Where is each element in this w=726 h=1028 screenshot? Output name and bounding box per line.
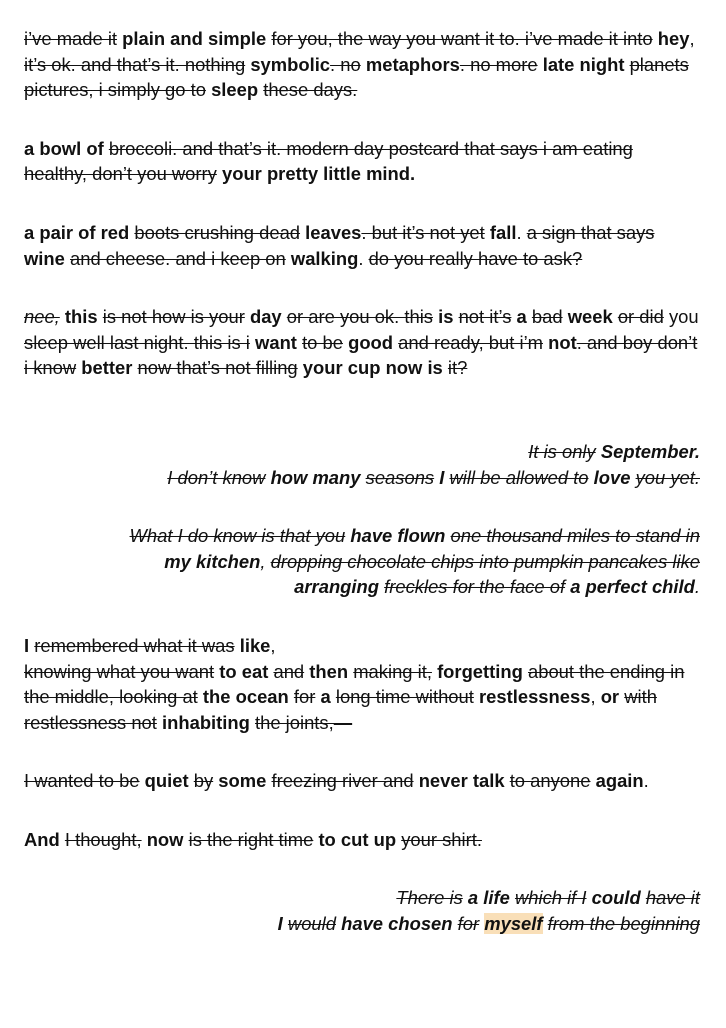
bold-text: I <box>24 634 30 656</box>
struck-text: from the beginning <box>547 913 700 935</box>
bold-text: or <box>600 686 620 708</box>
bold-text: fall <box>489 221 517 243</box>
bold-text: And <box>24 828 60 850</box>
struck-text: for you, the way you want it to. i’ve made it into <box>271 28 653 49</box>
struck-text: the joints,— <box>255 711 353 733</box>
bold-text: have chosen <box>341 913 453 935</box>
struck-text: for <box>293 686 316 708</box>
struck-text: What I do know is that you <box>129 525 346 547</box>
bold-text: sleep <box>211 79 259 101</box>
stanza-10 <box>24 885 700 936</box>
struck-text: dropping chocolate chips into pumpkin pancakes like <box>270 550 700 572</box>
bold-text: this <box>64 306 98 328</box>
bold-text: to cut up <box>318 828 397 850</box>
plain-text: . <box>358 247 369 269</box>
bold-text: again <box>595 770 644 792</box>
bold-text: hey <box>657 28 690 49</box>
bold-text: September. <box>600 440 700 462</box>
stanza-gap <box>24 271 700 304</box>
bold-text: arranging <box>294 576 379 598</box>
bold-text: a <box>516 306 527 328</box>
highlighted-text: myself <box>484 913 543 935</box>
struck-text: which if I <box>514 887 587 909</box>
struck-text: to anyone <box>509 770 591 792</box>
struck-text: with restlessness not <box>24 686 657 733</box>
bold-text: my kitchen <box>164 550 261 572</box>
bold-text: walking <box>290 247 359 269</box>
stanza-4 <box>24 304 700 381</box>
struck-text: . and boy don’t i know <box>24 331 698 379</box>
struck-text: knowing what you want <box>24 660 215 682</box>
plain-text: , <box>689 28 695 49</box>
stanza-gap <box>24 381 700 439</box>
stanza-gap <box>24 735 700 768</box>
struck-text: planets pictures, i simply go to <box>24 53 689 101</box>
bold-text: restlessness <box>479 686 591 708</box>
bold-text: good <box>348 331 394 353</box>
bold-text: love <box>593 466 631 488</box>
struck-text: broccoli. and that’s it. modern day postcard that says i am eating healthy, don’t you worry <box>24 137 633 185</box>
bold-text: never talk <box>418 770 505 792</box>
bold-text: a pair of red <box>24 221 130 243</box>
bold-text: inhabiting <box>162 711 250 733</box>
struck-text: it? <box>447 357 468 379</box>
struck-text: I don’t know <box>167 466 266 488</box>
plain-text: , <box>260 550 271 572</box>
bold-text: like <box>239 634 271 656</box>
bold-text: a bowl of <box>24 137 104 159</box>
bold-text: week <box>567 306 613 328</box>
struck-text: or did <box>617 306 664 328</box>
struck-text: . no <box>330 53 361 75</box>
struck-text: do you really have to ask? <box>368 247 583 269</box>
bold-text: leaves <box>305 221 362 243</box>
plain-text: . <box>694 576 700 598</box>
struck-text: will be allowed to <box>449 466 589 488</box>
bold-text: some <box>218 770 267 792</box>
stanza-gap <box>24 187 700 220</box>
struck-text: sleep well last night. this is i <box>24 331 250 353</box>
struck-text: I wanted to be <box>24 770 140 792</box>
plain-text: . <box>516 221 527 243</box>
struck-text: freckles for the face of <box>384 576 566 598</box>
struck-text: There is <box>396 887 463 909</box>
struck-text: and cheese. and i keep on <box>70 247 286 269</box>
struck-text: by <box>193 770 214 792</box>
struck-text: seasons <box>365 466 435 488</box>
bold-text: quiet <box>144 770 189 792</box>
struck-text: it’s ok. and that’s it. nothing <box>24 53 246 75</box>
struck-text: and ready, but i’m <box>398 331 543 353</box>
bold-text: have flown <box>350 525 446 547</box>
stanza-8 <box>24 768 700 794</box>
bold-text: wine <box>24 247 65 269</box>
bold-text: want <box>255 331 297 353</box>
struck-text: you yet. <box>635 466 700 488</box>
bold-text: metaphors <box>365 53 460 75</box>
bold-text: could <box>591 887 641 909</box>
plain-text: you <box>663 306 699 328</box>
bold-text: then <box>309 660 349 682</box>
bold-text: how many <box>270 466 361 488</box>
stanza-3 <box>24 220 700 271</box>
bold-text: now <box>146 828 184 850</box>
struck-text: about the ending in the middle, looking at <box>24 660 685 708</box>
struck-text: is not how is your <box>102 306 245 328</box>
struck-text: one thousand miles to stand in <box>450 525 700 547</box>
bold-text: symbolic <box>250 53 331 75</box>
stanza-1 <box>24 26 700 103</box>
struck-text: It is only <box>528 440 596 462</box>
struck-text: would <box>287 913 336 935</box>
stanza-gap <box>24 852 700 885</box>
bold-text: a <box>320 686 331 708</box>
struck-text: boots crushing dead <box>134 221 301 243</box>
plain-text: . <box>643 770 649 792</box>
struck-text: for <box>457 913 480 935</box>
struck-text: . but it’s not yet <box>361 221 485 243</box>
struck-text: is the right time <box>188 828 314 850</box>
struck-text: to be <box>302 331 343 353</box>
stanza-6 <box>24 523 700 600</box>
plain-text: , <box>590 686 601 708</box>
stanza-gap <box>24 794 700 827</box>
bold-text: late night <box>542 53 625 75</box>
bold-text: I <box>439 466 445 488</box>
struck-text: i’ve made it <box>24 28 118 49</box>
struck-text: remembered what it was <box>34 634 235 656</box>
bold-text: the ocean <box>202 686 289 708</box>
struck-text: making it, <box>353 660 432 682</box>
stanza-7 <box>24 633 700 735</box>
struck-text: and <box>273 660 305 682</box>
bold-text: your pretty little mind. <box>221 163 416 185</box>
poem <box>24 26 700 937</box>
bold-text: forgetting <box>437 660 523 682</box>
stanza-gap <box>24 103 700 136</box>
struck-text: a sign that says <box>526 221 655 243</box>
bold-text: is <box>438 306 454 328</box>
bold-text: a perfect child <box>570 576 695 598</box>
struck-text: these days. <box>263 79 358 101</box>
struck-text: now that’s not filling <box>137 357 298 379</box>
stanza-gap <box>24 600 700 633</box>
bold-text: I <box>277 913 283 935</box>
bold-text: not <box>548 331 577 353</box>
struck-text: nee, <box>24 306 60 328</box>
struck-text: have it <box>645 887 700 909</box>
struck-text: long time without <box>335 686 474 708</box>
stanza-2 <box>24 136 700 187</box>
bold-text: a life <box>467 887 510 909</box>
struck-text: or are you ok. this <box>286 306 433 328</box>
bold-text: plain and simple <box>122 28 267 49</box>
struck-text: . no more <box>459 53 538 75</box>
struck-text: your shirt. <box>401 828 482 850</box>
stanza-5 <box>24 439 700 490</box>
bold-text: your cup now is <box>302 357 443 379</box>
struck-text: bad <box>531 306 563 328</box>
struck-text: I thought, <box>64 828 142 850</box>
struck-text: not it’s <box>458 306 512 328</box>
bold-text: to eat <box>219 660 269 682</box>
bold-text: day <box>249 306 282 328</box>
plain-text: , <box>270 634 276 656</box>
stanza-9 <box>24 827 700 853</box>
stanza-gap <box>24 490 700 523</box>
struck-text: freezing river and <box>271 770 414 792</box>
bold-text: better <box>81 357 133 379</box>
